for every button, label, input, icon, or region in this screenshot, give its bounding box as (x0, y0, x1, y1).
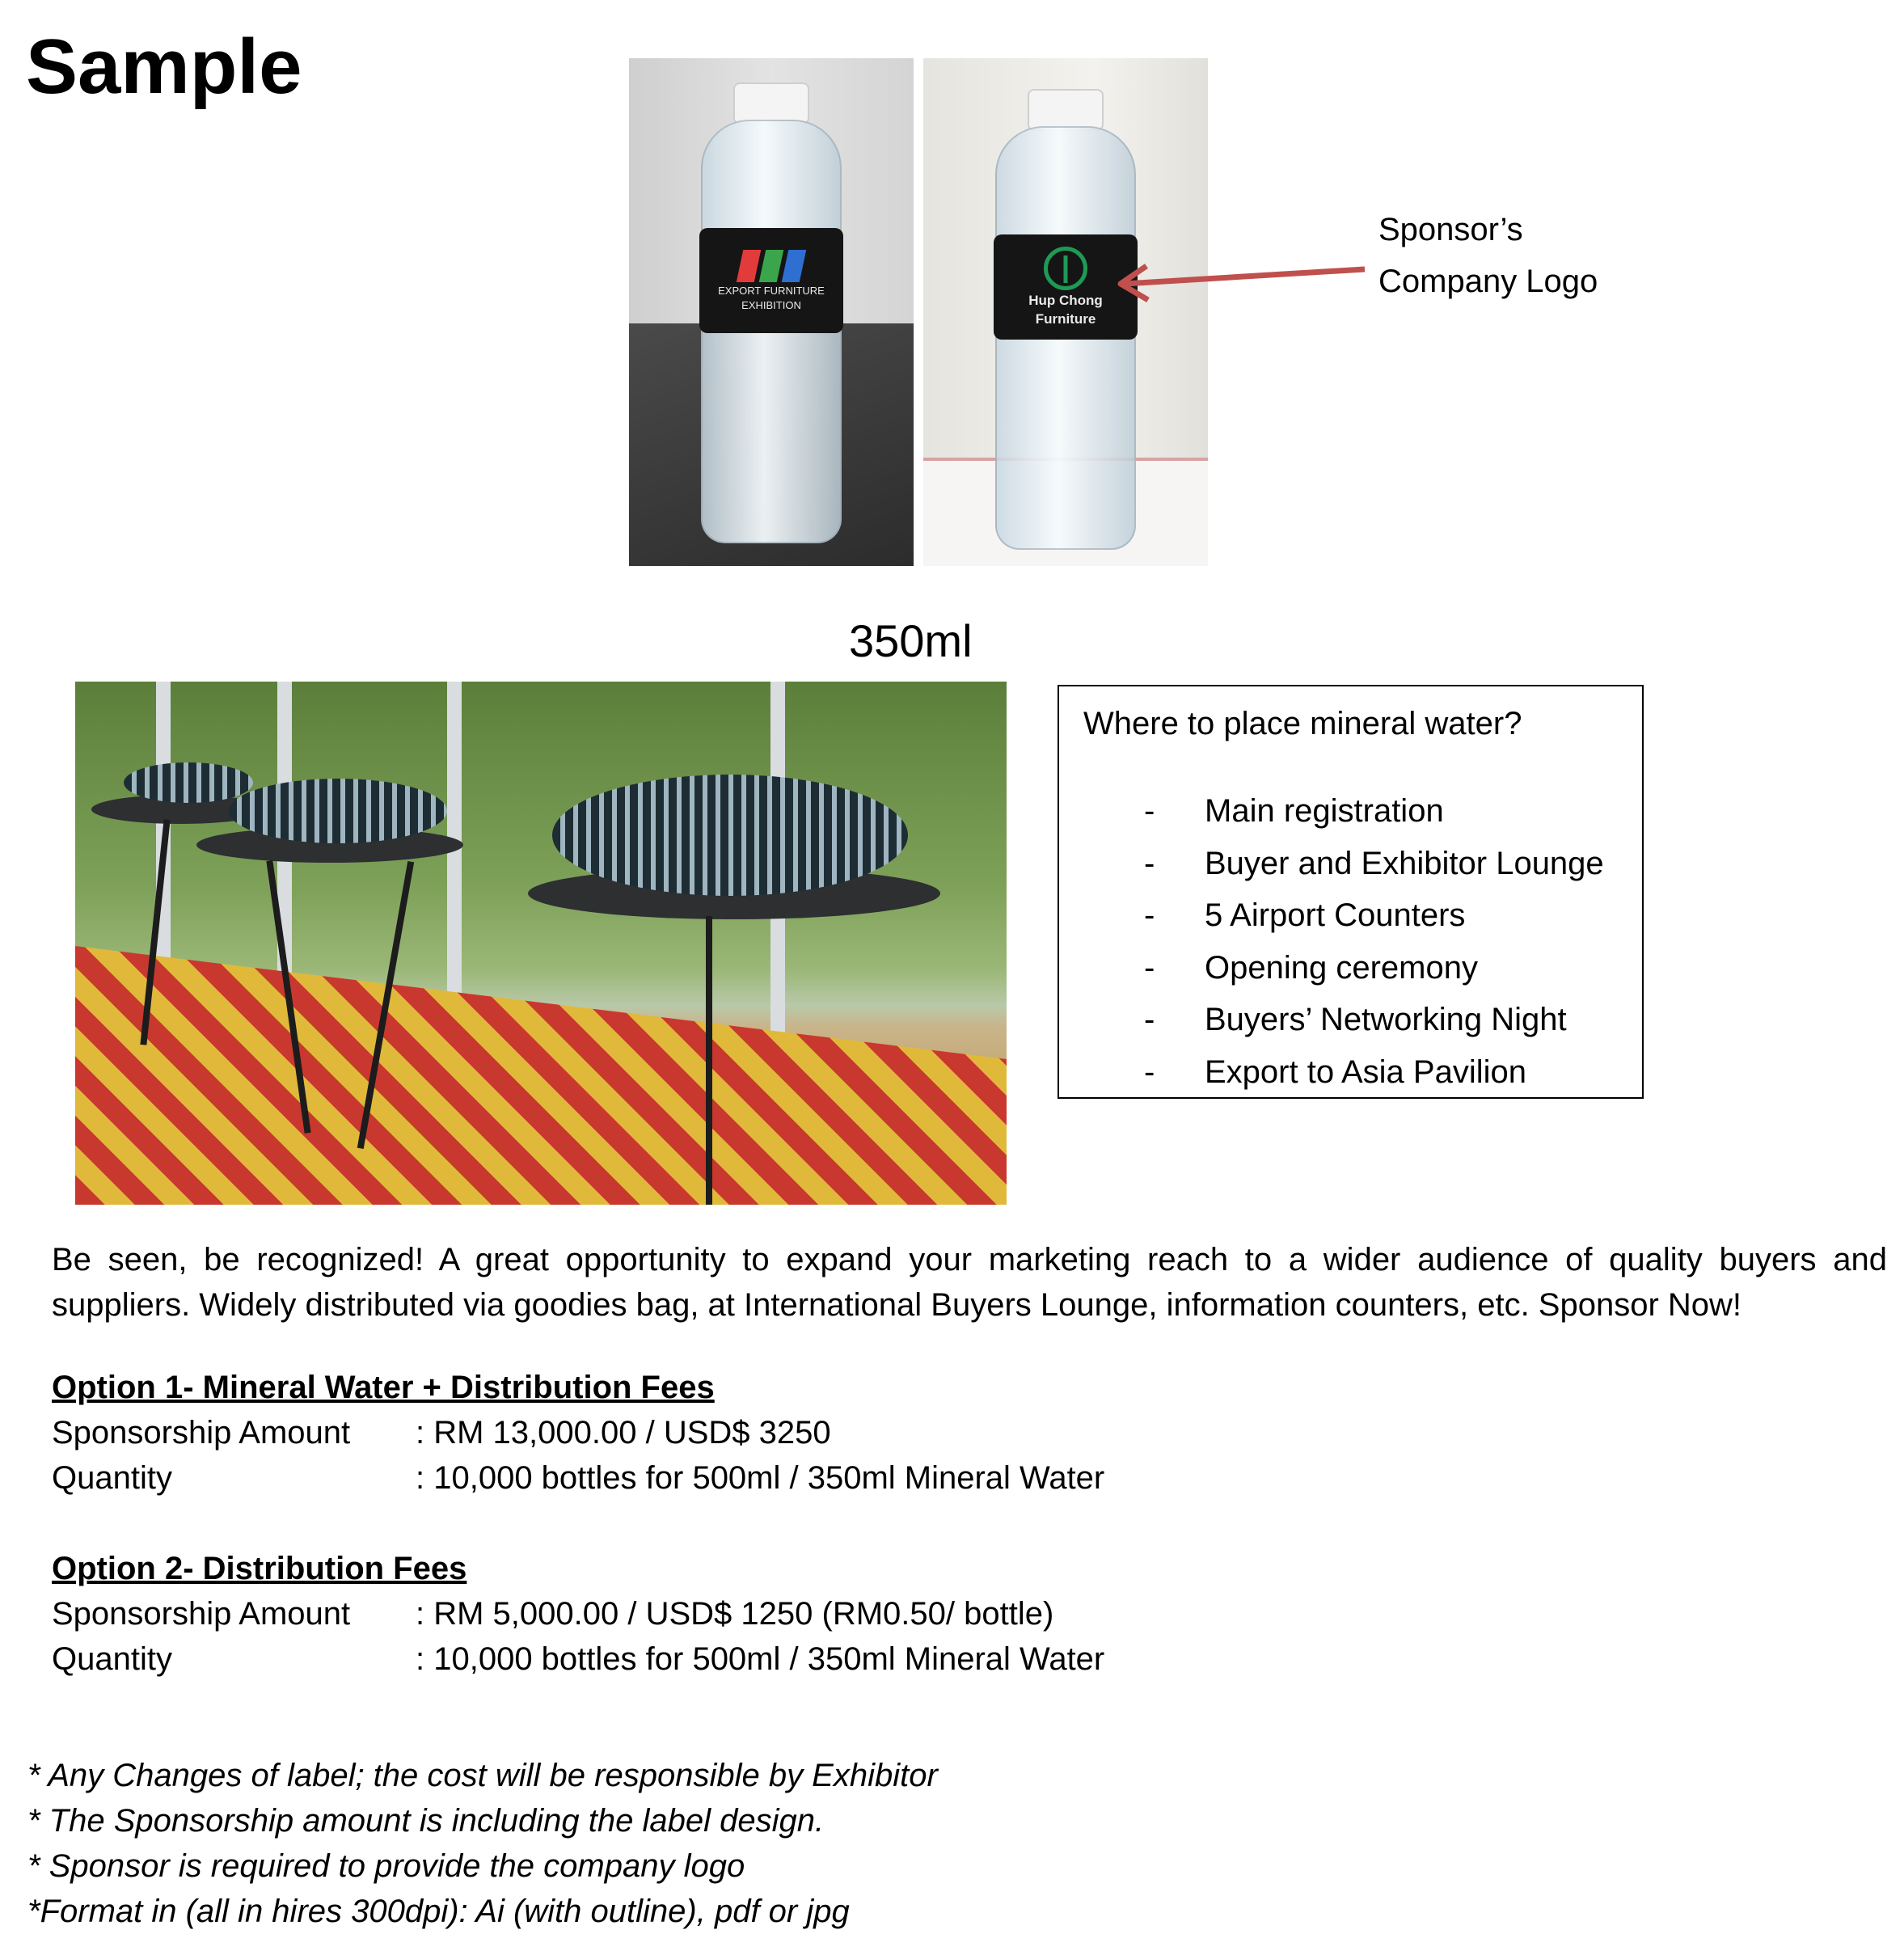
water-bottle (923, 89, 1208, 566)
bottle-photo-sponsor (923, 58, 1208, 566)
note-line: * The Sponsorship amount is including the label design. (27, 1803, 825, 1839)
table-leg (706, 916, 712, 1205)
amount-value: : RM 5,000.00 / USD$ 1250 (RM0.50/ bottle) (416, 1596, 1054, 1632)
bottle-group (552, 775, 908, 896)
page-title: Sample (26, 23, 302, 110)
note-line: * Sponsor is required to provide the company logo (27, 1848, 745, 1884)
bottle-cap (1028, 89, 1104, 131)
option-2-quantity-row (52, 1636, 1264, 1682)
quantity-label: Quantity (52, 1460, 172, 1496)
bottle-label-text: EXHIBITION (741, 299, 801, 311)
notes (27, 1753, 938, 1934)
amount-label: Sponsorship Amount (52, 1415, 351, 1450)
note-line: * Any Changes of label; the cost will be responsible by Exhibitor (27, 1758, 938, 1793)
sponsor-logo-callout (1378, 204, 1598, 307)
efe-logo (740, 250, 803, 282)
water-bottle (629, 82, 914, 566)
quantity-value: : 10,000 bottles for 500ml / 350ml Mineral Water (416, 1641, 1105, 1677)
bottle-label-text: Furniture (1035, 311, 1096, 327)
sponsor-logo-icon (1044, 247, 1087, 290)
note-line: *Format in (all in hires 300dpi): Ai (with outline), pdf or jpg (27, 1894, 850, 1929)
bottle-label (699, 228, 843, 333)
option-2-heading: Option 2- Distribution Fees (52, 1551, 467, 1586)
bottle-size-caption: 350ml (849, 615, 973, 666)
arrow-left-icon (1108, 255, 1366, 303)
window-frame (447, 682, 462, 1037)
bottle-label-text: EXPORT FURNITURE (718, 284, 825, 297)
option-2-amount-row (52, 1591, 1264, 1636)
bottle-group (229, 779, 447, 843)
callout-line: Company Logo (1378, 264, 1598, 299)
quantity-value: : 10,000 bottles for 500ml / 350ml Mineral Water (416, 1460, 1105, 1496)
intro-paragraph: Be seen, be recognized! A great opportunity to expand your marketing reach to a wider audience of quality buyers and suppliers. Widely distributed via goodies bag, at International Buyers Lounge, information counters, etc. Sponsor Now! (52, 1242, 1887, 1323)
amount-label: Sponsorship Amount (52, 1596, 351, 1632)
option-1-heading: Option 1- Mineral Water + Distribution Fees (52, 1370, 715, 1405)
callout-line: Sponsor’s (1378, 212, 1523, 247)
bottle-cap (733, 82, 809, 125)
bottle-label-text: Hup Chong (1028, 293, 1103, 309)
venue-photo (75, 682, 1007, 1205)
bottle-photo-efe (629, 58, 914, 566)
quantity-label: Quantity (52, 1641, 172, 1677)
placement-heading: Where to place mineral water? (1083, 706, 1522, 741)
option-1-quantity-row (52, 1455, 1264, 1501)
bottle-group (124, 762, 253, 803)
option-1-amount-row (52, 1410, 1264, 1455)
carpet (75, 881, 1007, 1205)
amount-value: : RM 13,000.00 / USD$ 3250 (416, 1415, 831, 1450)
placement-box: Where to place mineral water? - Main registration - Buyer and Exhibitor Lounge - 5 Airport Counters - Opening ceremony - Buyers’ Networking Night - Export to Asia Pavilion (1058, 685, 1644, 1099)
